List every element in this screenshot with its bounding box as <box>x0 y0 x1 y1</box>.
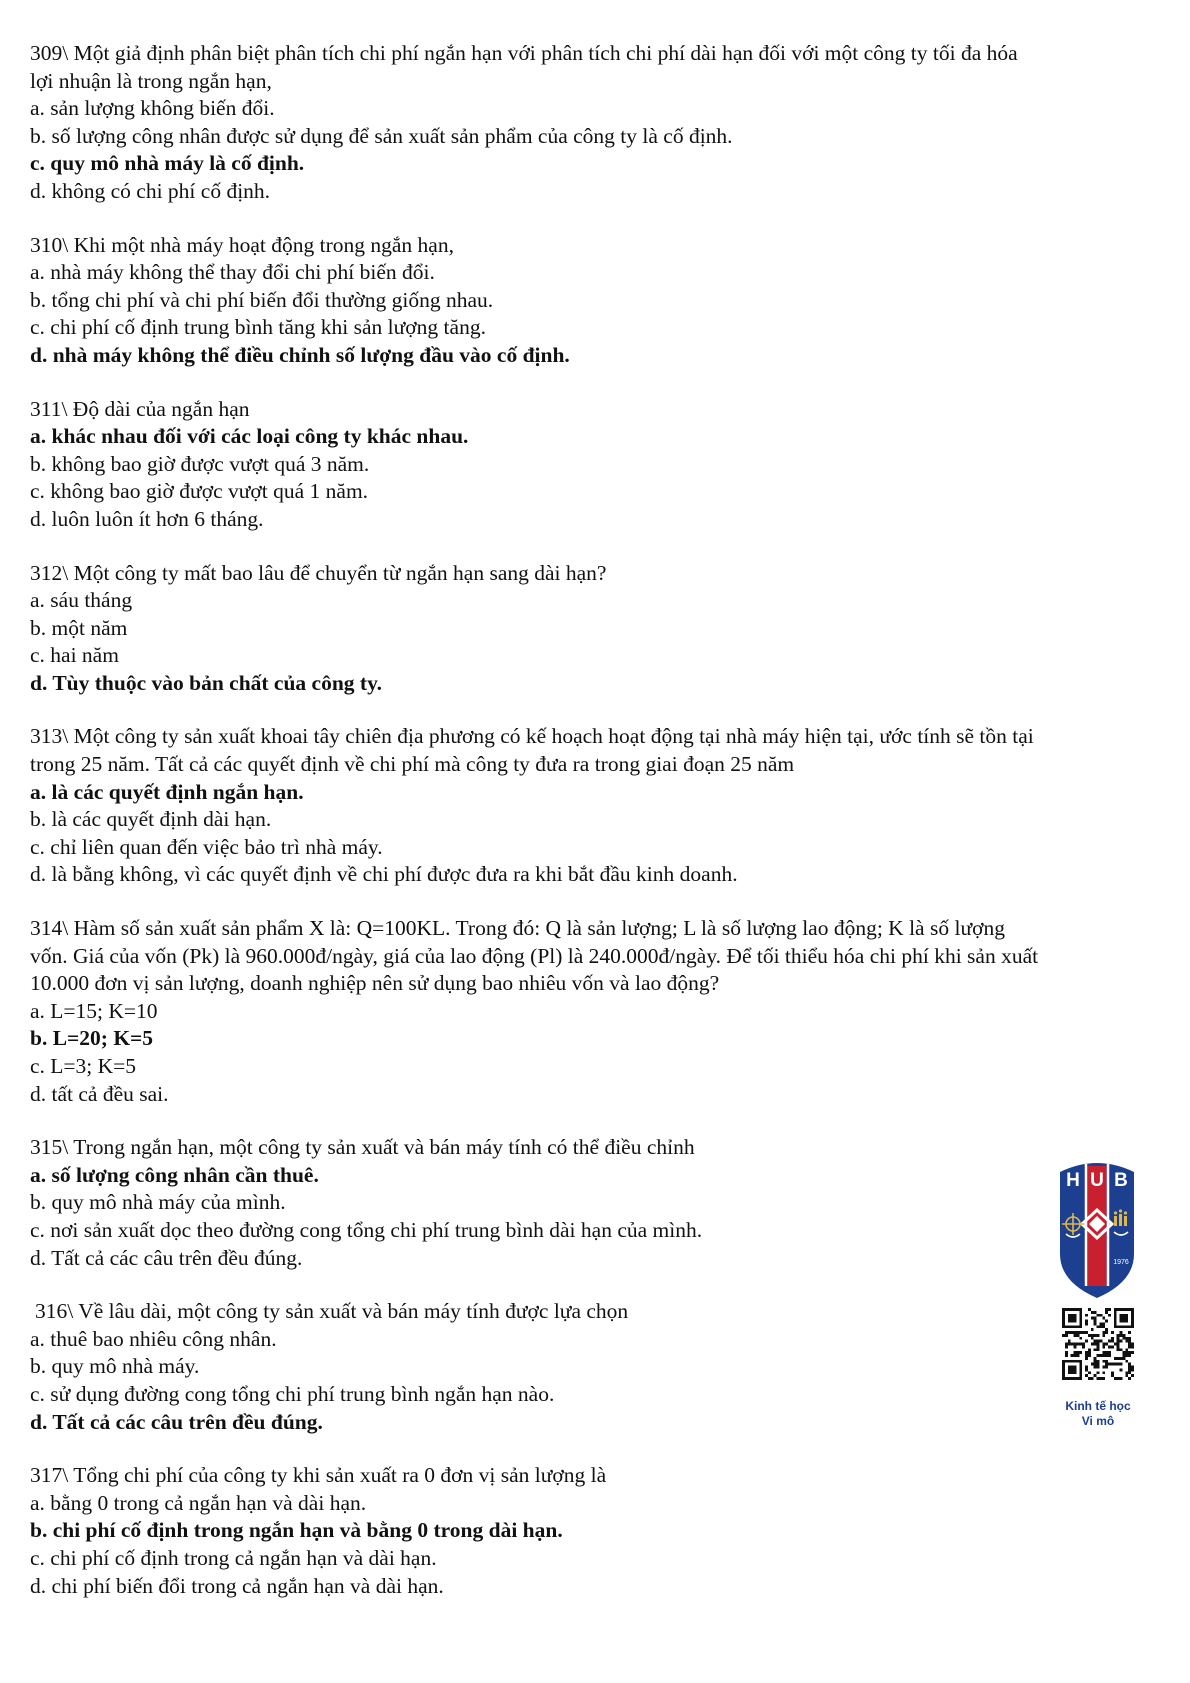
logo-letter-b: B <box>1114 1170 1128 1191</box>
answer-option: a. nhà máy không thể thay đổi chi phí biến đổi. <box>30 260 435 285</box>
answer-option: a. thuê bao nhiêu công nhân. <box>30 1326 277 1351</box>
answer-option: c. chỉ liên quan đến việc bảo trì nhà máy. <box>30 834 383 859</box>
answer-option: a. bằng 0 trong cả ngắn hạn và dài hạn. <box>30 1490 367 1515</box>
question-stem: 310\ Khi một nhà máy hoạt động trong ngắn hạn, <box>30 232 454 257</box>
question-stem: 314\ Hàm số sản xuất sản phẩm X là: Q=100KL. Trong đó: Q là sản lượng; L là số lượng lao động; K là số lượng <box>30 916 1005 941</box>
shield-emblem-icon <box>1056 1158 1138 1300</box>
question-309 <box>30 40 1160 206</box>
question-stem: vốn. Giá của vốn (Pk) là 960.000đ/ngày, giá của lao động (Pl) là 240.000đ/ngày. Để tối thiểu hóa chi phí khi sản xuất <box>30 943 1039 968</box>
logo-caption <box>1040 1399 1156 1429</box>
question-312 <box>30 560 1160 698</box>
answer-option: c. L=3; K=5 <box>30 1054 137 1078</box>
answer-option-correct: d. Tất cả các câu trên đều đúng. <box>30 1409 323 1434</box>
question-317 <box>30 1462 1160 1600</box>
answer-option: c. nơi sản xuất dọc theo đường cong tổng chi phí trung bình dài hạn của mình. <box>30 1217 703 1242</box>
answer-option: d. là bằng không, vì các quyết định về chi phí được đưa ra khi bắt đầu kinh doanh. <box>30 862 738 887</box>
answer-option-correct: b. chi phí cố định trong ngắn hạn và bằng 0 trong dài hạn. <box>30 1518 563 1543</box>
answer-option: d. luôn luôn ít hơn 6 tháng. <box>30 506 264 531</box>
question-stem: 10.000 đơn vị sản lượng, doanh nghiệp nên sử dụng bao nhiêu vốn và lao động? <box>30 971 720 996</box>
answer-option-correct: a. khác nhau đối với các loại công ty khác nhau. <box>30 424 469 449</box>
answer-option: c. hai năm <box>30 643 119 668</box>
answer-option: d. tất cả đều sai. <box>30 1081 169 1106</box>
question-stem: 315\ Trong ngắn hạn, một công ty sản xuất và bán máy tính có thể điều chỉnh <box>30 1135 695 1160</box>
logo-letter-u: U <box>1090 1170 1104 1191</box>
question-stem: 311\ Độ dài của ngắn hạn <box>30 396 250 421</box>
answer-option: a. sản lượng không biến đổi. <box>30 96 275 121</box>
answer-option: b. số lượng công nhân được sử dụng để sản xuất sản phẩm của công ty là cố định. <box>30 123 733 148</box>
answer-option: a. L=15; K=10 <box>30 998 158 1023</box>
question-stem: 312\ Một công ty mất bao lâu để chuyển từ ngắn hạn sang dài hạn? <box>30 560 607 585</box>
answer-option: c. chi phí cố định trung bình tăng khi sản lượng tăng. <box>30 315 486 340</box>
question-315 <box>30 1134 1160 1272</box>
question-314 <box>30 915 1160 1108</box>
question-stem: 316\ Về lâu dài, một công ty sản xuất và bán máy tính được lựa chọn <box>35 1299 629 1324</box>
answer-option: b. không bao giờ được vượt quá 3 năm. <box>30 451 370 476</box>
answer-option: d. không có chi phí cố định. <box>30 178 271 203</box>
answer-option: b. là các quyết định dài hạn. <box>30 807 272 832</box>
question-stem: 309\ Một giả định phân biệt phân tích chi phí ngắn hạn với phân tích chi phí dài hạn đối với một công ty tối đa hóa <box>30 41 1018 65</box>
answer-option-correct: a. số lượng công nhân cần thuê. <box>30 1162 319 1187</box>
answer-option-correct: b. L=20; K=5 <box>30 1026 154 1051</box>
question-311 <box>30 396 1160 534</box>
hub-university-logo <box>1056 1158 1138 1300</box>
logo-caption-line1: Kinh tế học <box>1065 1399 1131 1413</box>
qr-code-icon <box>1062 1308 1134 1380</box>
answer-option: c. không bao giờ được vượt quá 1 năm. <box>30 479 369 504</box>
question-stem: lợi nhuận là trong ngắn hạn, <box>30 68 272 93</box>
answer-option: b. tổng chi phí và chi phí biến đổi thường giống nhau. <box>30 287 494 312</box>
question-stem: trong 25 năm. Tất cả các quyết định về chi phí mà công ty đưa ra trong giai đoạn 25 năm <box>30 752 795 777</box>
answer-option-correct: a. là các quyết định ngắn hạn. <box>30 779 304 804</box>
answer-option: c. chi phí cố định trong cả ngắn hạn và dài hạn. <box>30 1545 437 1570</box>
document-body <box>30 40 1160 1626</box>
question-stem: 313\ Một công ty sản xuất khoai tây chiên địa phương có kế hoạch hoạt động tại nhà máy hiện tại, ước tính sẽ tồn tại <box>30 724 1034 749</box>
answer-option-correct: c. quy mô nhà máy là cố định. <box>30 151 305 176</box>
question-stem: 317\ Tổng chi phí của công ty khi sản xuất ra 0 đơn vị sản lượng là <box>30 1463 607 1488</box>
answer-option: b. quy mô nhà máy. <box>30 1354 200 1379</box>
answer-option-correct: d. nhà máy không thể điều chỉnh số lượng đầu vào cố định. <box>30 342 570 367</box>
answer-option: a. sáu tháng <box>30 588 133 613</box>
question-313 <box>30 723 1160 889</box>
answer-option: b. quy mô nhà máy của mình. <box>30 1190 286 1215</box>
question-310 <box>30 232 1160 370</box>
logo-letter-h: H <box>1066 1170 1080 1191</box>
logo-year: 1976 <box>1113 1259 1129 1266</box>
answer-option: d. Tất cả các câu trên đều đúng. <box>30 1245 303 1270</box>
answer-option-correct: d. Tùy thuộc vào bản chất của công ty. <box>30 670 383 695</box>
logo-caption-line2: Vi mô <box>1081 1414 1115 1428</box>
answer-option: b. một năm <box>30 615 128 640</box>
answer-option: c. sử dụng đường cong tổng chi phí trung bình ngắn hạn nào. <box>30 1381 555 1406</box>
question-316 <box>30 1298 1160 1436</box>
answer-option: d. chi phí biến đổi trong cả ngắn hạn và dài hạn. <box>30 1573 444 1598</box>
